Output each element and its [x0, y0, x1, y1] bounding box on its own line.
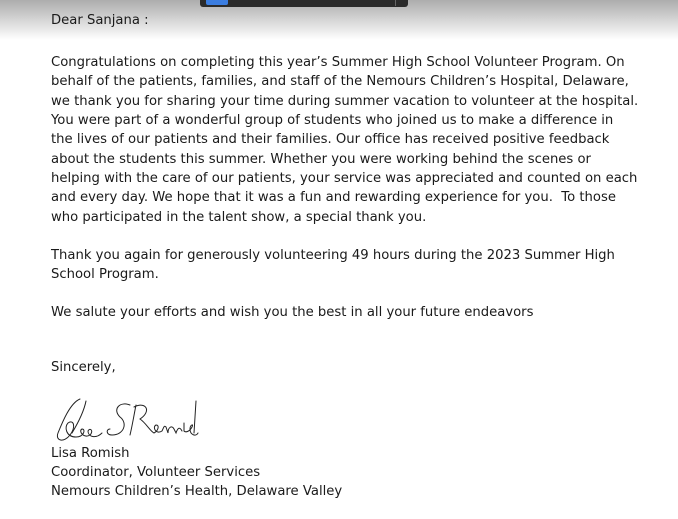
closing: Sincerely, — [51, 360, 116, 375]
text-line: Thank you again for generously volunteering 49 hours during the 2023 Summer High — [51, 248, 615, 263]
text-line: helping with the care of our patients, your service was appreciated and counted on each — [51, 171, 638, 187]
text-line: we thank you for sharing your time during summer vacation to volunteer at the hospital. — [51, 93, 639, 109]
viewer-toolbar[interactable] — [200, 0, 408, 7]
signature-image — [50, 393, 200, 448]
text-line: We salute your efforts and wish you the best in all your future endeavors — [51, 305, 534, 320]
toolbar-button[interactable] — [206, 0, 228, 5]
text-line: about the students this summer. Whether you were working behind the scenes or — [51, 151, 591, 167]
signer-organization: Nemours Children’s Health, Delaware Valley — [51, 484, 343, 499]
toolbar-divider — [395, 0, 396, 6]
text-line: School Program. — [51, 267, 159, 283]
greeting: Dear Sanjana : — [51, 13, 149, 28]
text-line: behalf of the patients, families, and staff of the Nemours Children’s Hospital, Delaware, — [51, 74, 629, 90]
text-line: who participated in the talent show, a special thank you. — [51, 209, 427, 225]
signer-title: Coordinator, Volunteer Services — [51, 465, 261, 480]
signer-name: Lisa Romish — [51, 446, 130, 461]
text-line: and every day. We hope that it was a fun and rewarding experience for you. To those — [51, 190, 616, 206]
text-line: the lives of our patients and their families. Our office has received positive feedback — [51, 132, 610, 148]
text-line: You were part of a wonderful group of students who joined us to make a difference in — [51, 113, 614, 129]
text-line: Congratulations on completing this year’s Summer High School Volunteer Program. On — [51, 55, 625, 70]
